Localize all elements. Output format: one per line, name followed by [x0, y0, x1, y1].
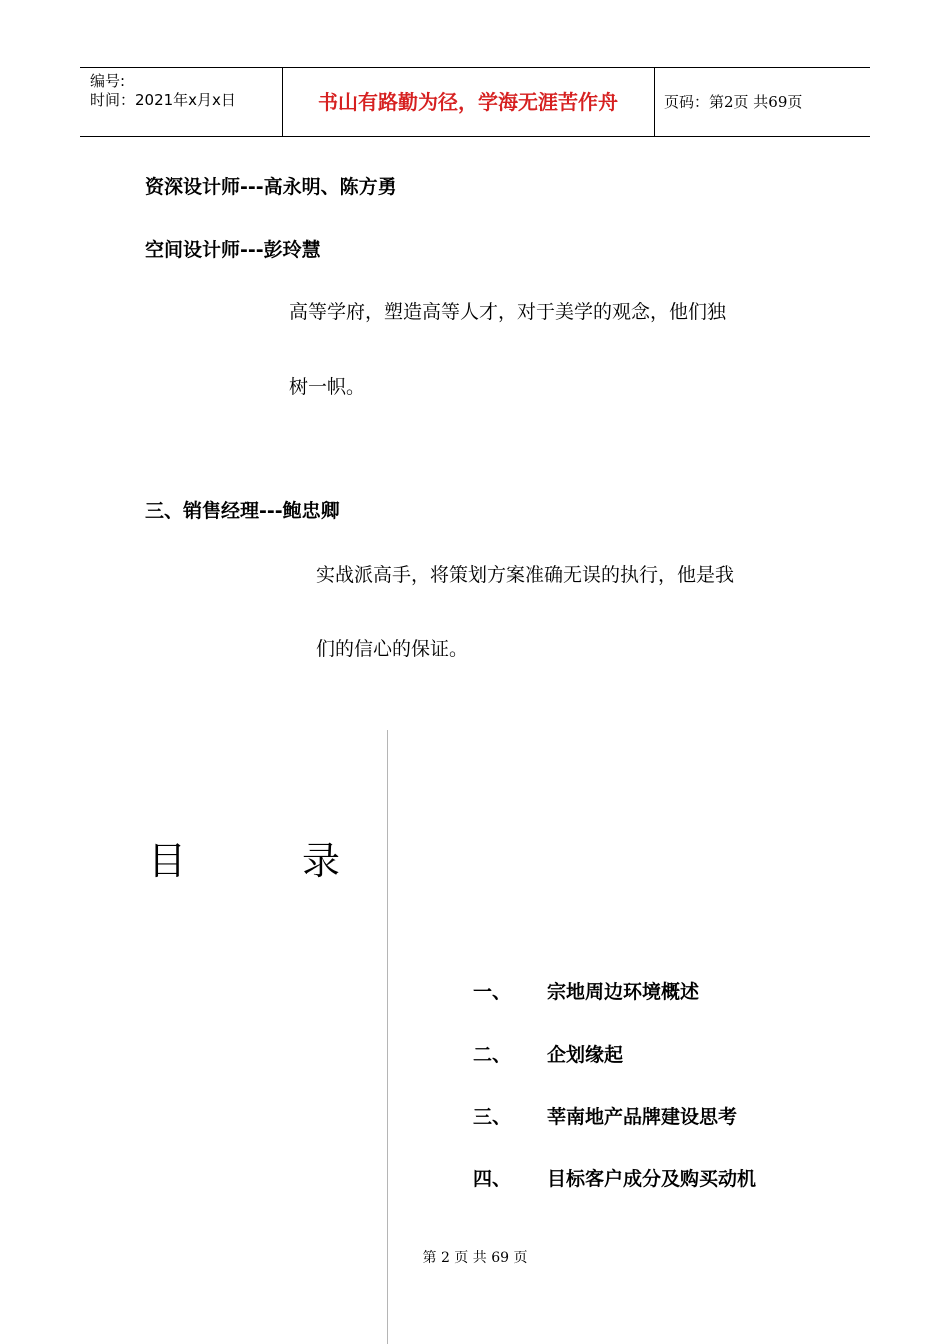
toc-title-left: 目	[148, 839, 187, 883]
page-footer: 第 2 页 共 69 页	[422, 1250, 528, 1266]
toc-item-4-num: 四、	[473, 1168, 512, 1190]
toc-item-3-num: 三、	[473, 1106, 512, 1128]
header-date: 时间：2021年x月x日	[90, 91, 236, 109]
toc-item-1-num: 一、	[473, 981, 512, 1003]
toc-title-right: 录	[302, 839, 341, 883]
header-divider-right	[654, 68, 655, 136]
toc-item-3-text[interactable]: 莘南地产品牌建设思考	[547, 1106, 738, 1128]
header-meta	[90, 72, 236, 110]
senior-designer-heading: 资深设计师---高永明、陈方勇	[145, 176, 397, 198]
space-designer-heading: 空间设计师---彭玲慧	[145, 239, 321, 261]
space-designer-desc-line2: 树一帜。	[289, 376, 366, 398]
toc-item-1-text[interactable]: 宗地周边环境概述	[547, 981, 700, 1003]
space-designer-desc-line1: 高等学府，塑造高等人才，对于美学的观念，他们独	[289, 301, 727, 323]
toc-item-2-num: 二、	[473, 1044, 512, 1066]
toc-item-4-text[interactable]: 目标客户成分及购买动机	[547, 1168, 757, 1190]
header-number: 编号:	[90, 72, 126, 90]
header-page-number: 页码：第2页 共69页	[664, 93, 803, 111]
toc-item-2-text[interactable]: 企划缘起	[547, 1044, 624, 1066]
sales-manager-desc-line1: 实战派高手，将策划方案准确无误的执行，他是我	[316, 564, 735, 586]
sales-manager-desc-line2: 们的信心的保证。	[316, 638, 469, 660]
header-motto: 书山有路勤为径，学海无涯苦作舟	[318, 90, 618, 114]
page-header	[80, 67, 870, 137]
sales-manager-heading: 三、销售经理---鲍忠卿	[145, 500, 340, 522]
